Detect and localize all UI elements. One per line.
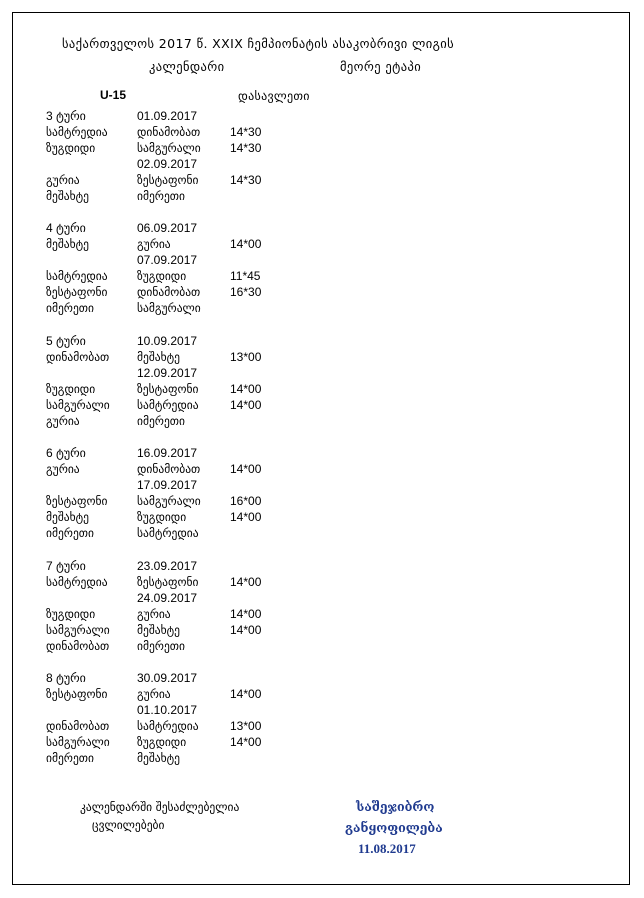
kickoff-time: 13*00 bbox=[230, 719, 262, 733]
team-home: იმერეთი bbox=[46, 526, 94, 540]
team-away: ზუგდიდი bbox=[137, 510, 187, 524]
page-frame bbox=[12, 12, 630, 885]
round-label: 4 ტური bbox=[46, 221, 86, 235]
kickoff-time: 14*30 bbox=[230, 173, 262, 187]
note-line-1: კალენდარში შესაძლებელია bbox=[80, 800, 240, 814]
team-home: ზუგდიდი bbox=[46, 607, 96, 621]
team-away: მეშახტე bbox=[137, 751, 181, 765]
document-subtitle: კალენდარი bbox=[149, 59, 225, 74]
team-home: სამტრედია bbox=[46, 575, 108, 589]
kickoff-time: 14*30 bbox=[230, 125, 262, 139]
stage-label: მეორე ეტაპი bbox=[340, 59, 422, 74]
team-home: სამტრედია bbox=[46, 269, 108, 283]
match-date: 02.09.2017 bbox=[137, 157, 198, 171]
round-date: 10.09.2017 bbox=[137, 334, 198, 348]
team-away: სამგურალი bbox=[137, 301, 201, 315]
round-date: 23.09.2017 bbox=[137, 559, 198, 573]
team-home: მეშახტე bbox=[46, 510, 90, 524]
team-home: დინამობათ bbox=[46, 350, 110, 364]
team-away: ზესტაფონი bbox=[137, 575, 199, 589]
admin-date: 11.08.2017 bbox=[358, 841, 416, 856]
round-label: 5 ტური bbox=[46, 334, 86, 348]
kickoff-time: 14*00 bbox=[230, 687, 262, 701]
team-away: ზუგდიდი bbox=[137, 269, 187, 283]
team-home: ზუგდიდი bbox=[46, 382, 96, 396]
kickoff-time: 11*45 bbox=[230, 269, 261, 283]
team-away: იმერეთი bbox=[137, 189, 185, 203]
kickoff-time: 13*00 bbox=[230, 350, 262, 364]
team-home: სამგურალი bbox=[46, 623, 110, 637]
team-home: დინამობათ bbox=[46, 639, 110, 653]
round-label: 8 ტური bbox=[46, 671, 86, 685]
match-date: 24.09.2017 bbox=[137, 591, 198, 605]
team-home: დინამობათ bbox=[46, 719, 110, 733]
team-away: გურია bbox=[137, 607, 171, 621]
team-away: იმერეთი bbox=[137, 414, 185, 428]
team-home: გურია bbox=[46, 173, 80, 187]
round-date: 06.09.2017 bbox=[137, 221, 198, 235]
kickoff-time: 14*00 bbox=[230, 607, 262, 621]
team-home: ზესტაფონი bbox=[46, 494, 108, 508]
team-away: მეშახტე bbox=[137, 350, 181, 364]
round-date: 30.09.2017 bbox=[137, 671, 198, 685]
kickoff-time: 16*00 bbox=[230, 494, 262, 508]
match-date: 07.09.2017 bbox=[137, 253, 198, 267]
admin-department-line-1: საშეჯიბრო bbox=[356, 799, 435, 814]
admin-department-line-2: განყოფილება bbox=[345, 820, 443, 835]
team-away: სამტრედია bbox=[137, 719, 199, 733]
team-home: გურია bbox=[46, 414, 80, 428]
kickoff-time: 14*30 bbox=[230, 141, 262, 155]
kickoff-time: 14*00 bbox=[230, 735, 262, 749]
note-line-2: ცვლილებები bbox=[92, 818, 165, 832]
match-date: 01.10.2017 bbox=[137, 703, 198, 717]
kickoff-time: 14*00 bbox=[230, 575, 262, 589]
age-group-label: U-15 bbox=[100, 88, 127, 102]
kickoff-time: 14*00 bbox=[230, 398, 262, 412]
team-home: სამგურალი bbox=[46, 735, 110, 749]
match-date: 12.09.2017 bbox=[137, 366, 198, 380]
round-date: 16.09.2017 bbox=[137, 446, 198, 460]
kickoff-time: 14*00 bbox=[230, 382, 262, 396]
team-away: სამტრედია bbox=[137, 398, 199, 412]
team-home: ზესტაფონი bbox=[46, 687, 108, 701]
team-home: ზუგდიდი bbox=[46, 141, 96, 155]
team-home: ზესტაფონი bbox=[46, 285, 108, 299]
round-date: 01.09.2017 bbox=[137, 109, 198, 123]
round-label: 7 ტური bbox=[46, 559, 86, 573]
team-home: გურია bbox=[46, 462, 80, 476]
zone-label: დასავლეთი bbox=[238, 89, 310, 103]
match-date: 17.09.2017 bbox=[137, 478, 198, 492]
round-label: 6 ტური bbox=[46, 446, 86, 460]
kickoff-time: 14*00 bbox=[230, 237, 262, 251]
kickoff-time: 14*00 bbox=[230, 462, 262, 476]
team-away: მეშახტე bbox=[137, 623, 181, 637]
team-away: დინამობათ bbox=[137, 285, 201, 299]
kickoff-time: 14*00 bbox=[230, 623, 262, 637]
kickoff-time: 14*00 bbox=[230, 510, 262, 524]
team-away: სამტრედია bbox=[137, 526, 199, 540]
team-away: ზესტაფონი bbox=[137, 173, 199, 187]
team-home: სამგურალი bbox=[46, 398, 110, 412]
team-home: იმერეთი bbox=[46, 301, 94, 315]
kickoff-time: 16*30 bbox=[230, 285, 262, 299]
round-label: 3 ტური bbox=[46, 109, 86, 123]
team-away: სამგურალი bbox=[137, 141, 201, 155]
team-away: სამგურალი bbox=[137, 494, 201, 508]
team-away: ზესტაფონი bbox=[137, 382, 199, 396]
team-away: იმერეთი bbox=[137, 639, 185, 653]
team-home: იმერეთი bbox=[46, 751, 94, 765]
team-away: ზუგდიდი bbox=[137, 735, 187, 749]
team-away: დინამობათ bbox=[137, 462, 201, 476]
team-home: სამტრედია bbox=[46, 125, 108, 139]
team-home: მეშახტე bbox=[46, 237, 90, 251]
team-away: გურია bbox=[137, 237, 171, 251]
team-away: დინამობათ bbox=[137, 125, 201, 139]
document-title: საქართველოს 2017 წ. XXIX ჩემპიონატის ასაკობრივი ლიგის bbox=[62, 36, 455, 51]
team-away: გურია bbox=[137, 687, 171, 701]
team-home: მეშახტე bbox=[46, 189, 90, 203]
